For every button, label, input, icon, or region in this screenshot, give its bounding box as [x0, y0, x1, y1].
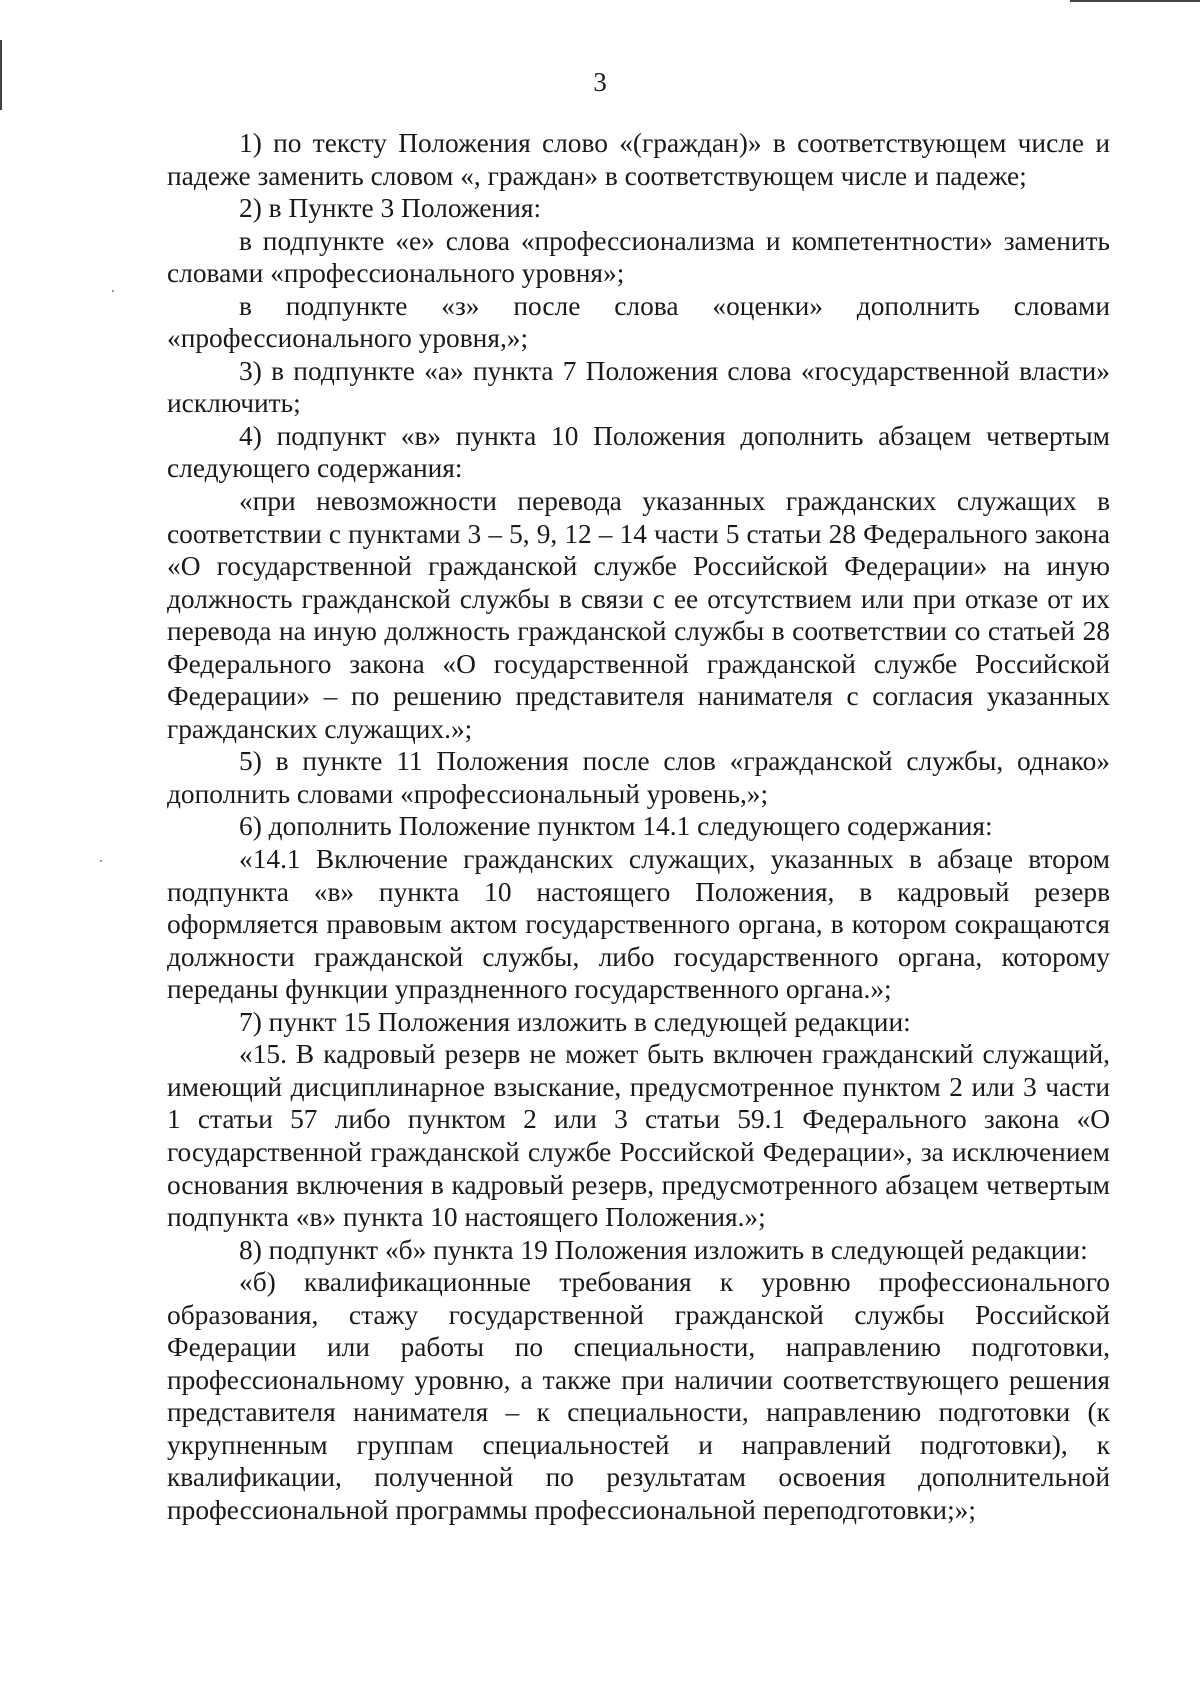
page-number: 3 [593, 67, 607, 97]
paragraph: 4) подпункт «в» пункта 10 Положения дополнить абзацем четвертым следующего содержания: [167, 420, 1110, 484]
paragraph: 5) в пункте 11 Положения после слов «гражданской службы, однако» дополнить словами «профессиональный уровень,»; [167, 746, 1110, 809]
paragraph: 8) подпункт «б» пункта 19 Положения изложить в следующей редакции: [239, 1234, 1088, 1265]
scan-speck [112, 290, 114, 292]
scan-edge-top [1070, 0, 1200, 2]
paragraph: 1) по тексту Положения слово «(граждан)» в соответствующем числе и падеже заменить словом «, граждан» в соответствующем числе и падеже; [167, 128, 1110, 191]
paragraph: в подпункте «з» после слова «оценки» дополнить словами «профессионального уровня,»; [167, 290, 1110, 354]
document-body [167, 127, 1110, 1527]
paragraph: в подпункте «е» слова «профессионализма и компетентности» заменить словами «профессионального уровня»; [167, 225, 1110, 289]
paragraph: «14.1 Включение гражданских служащих, указанных в абзаце втором подпункта «в» пункта 10 настоящего Положения, в кадровый резерв оформляется правовым актом государственного органа, в котором сокращаются должности гражданской службы, либо государственного органа, которому переданы функции упраздненного государственного органа.»; [167, 844, 1110, 1005]
paragraph: «15. В кадровый резерв не может быть включен гражданский служащий, имеющий дисциплинарное взыскание, предусмотренное пунктом 2 или 3 части 1 статьи 57 либо пунктом 2 или 3 статьи 59.1 Федерального закона «О государственной гражданской службе Российской Федерации», за исключением основания включения в кадровый резерв, предусмотренного абзацем четвертым подпункта «в» пункта 10 настоящего Положения.»; [167, 1039, 1110, 1233]
paragraph: «при невозможности перевода указанных гражданских служащих в соответствии с пунктами 3 – 5, 9, 12 – 14 части 5 статьи 28 Федерального закона «О государственной гражданской службе Российской Федерации» на иную должность гражданской службы в связи с ее отсутствием или при отказе от их перевода на иную должность гражданской службы в соответствии со статьей 28 Федерального закона «О государственной гражданской службе Российской Федерации» – по решению представителя нанимателя с согласия указанных гражданских служащих.»; [167, 486, 1110, 744]
paragraph: 3) в подпункте «а» пункта 7 Положения слова «государственной власти» исключить; [167, 355, 1110, 419]
paragraph: «б) квалификационные требования к уровню профессионального образования, стажу государственной гражданской службы Российской Федерации или работы по специальности, направлению подготовки, профессиональному уровню, а также при наличии соответствующего решения представителя нанимателя – к специальности, направлению подготовки (к укрупненным группам специальностей и направлений подготовки), к квалификации, полученной по результатам освоения дополнительной профессиональной программы профессиональной переподготовки;»; [167, 1267, 1110, 1525]
scan-speck [100, 860, 102, 862]
paragraph: 7) пункт 15 Положения изложить в следующей редакции: [239, 1006, 911, 1037]
paragraph: 6) дополнить Положение пунктом 14.1 следующего содержания: [239, 811, 993, 842]
paragraph: 2) в Пункте 3 Положения: [239, 193, 542, 224]
